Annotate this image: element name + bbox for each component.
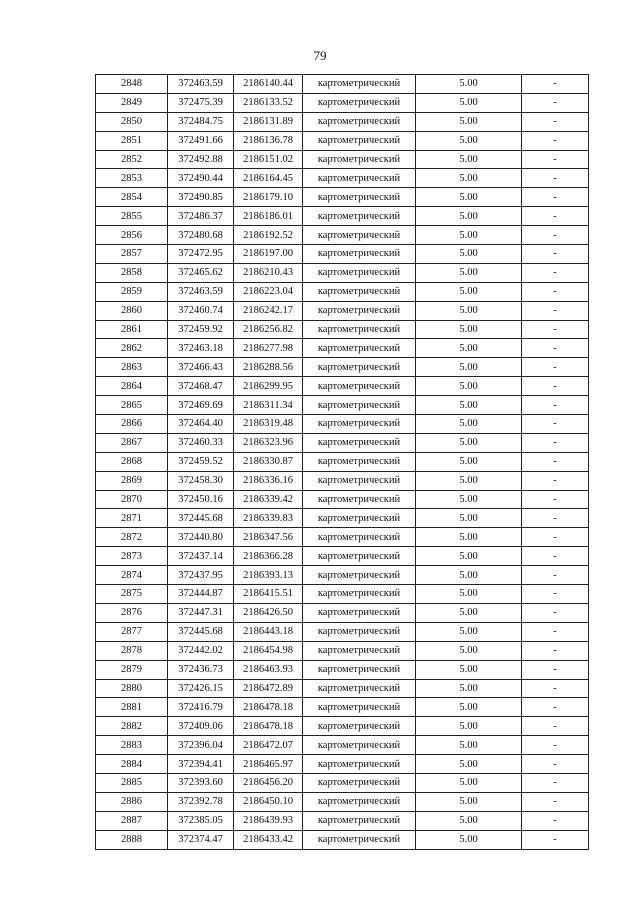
y-coordinate-cell: 2186140.44 [234, 75, 303, 94]
precision-cell: 5.00 [416, 282, 522, 301]
x-coordinate-cell: 372385.05 [168, 811, 234, 830]
y-coordinate-cell: 2186192.52 [234, 226, 303, 245]
precision-cell: 5.00 [416, 717, 522, 736]
y-coordinate-cell: 2186179.10 [234, 188, 303, 207]
y-coordinate-cell: 2186311.34 [234, 396, 303, 415]
x-coordinate-cell: 372450.16 [168, 490, 234, 509]
table-row [96, 830, 589, 849]
method-cell: картометрический [303, 245, 416, 264]
description-cell: - [522, 93, 589, 112]
y-coordinate-cell: 2186339.42 [234, 490, 303, 509]
precision-cell: 5.00 [416, 603, 522, 622]
y-coordinate-cell: 2186131.89 [234, 112, 303, 131]
point-number-cell: 2872 [96, 528, 168, 547]
point-number-cell: 2875 [96, 585, 168, 604]
description-cell: - [522, 830, 589, 849]
point-number-cell: 2880 [96, 679, 168, 698]
method-cell: картометрический [303, 679, 416, 698]
table-row [96, 377, 589, 396]
description-cell: - [522, 585, 589, 604]
point-number-cell: 2883 [96, 736, 168, 755]
point-number-cell: 2854 [96, 188, 168, 207]
description-cell: - [522, 660, 589, 679]
precision-cell: 5.00 [416, 75, 522, 94]
description-cell: - [522, 245, 589, 264]
x-coordinate-cell: 372392.78 [168, 792, 234, 811]
method-cell: картометрический [303, 263, 416, 282]
method-cell: картометрический [303, 585, 416, 604]
description-cell: - [522, 603, 589, 622]
method-cell: картометрический [303, 188, 416, 207]
method-cell: картометрический [303, 622, 416, 641]
description-cell: - [522, 263, 589, 282]
description-cell: - [522, 717, 589, 736]
point-number-cell: 2887 [96, 811, 168, 830]
x-coordinate-cell: 372459.52 [168, 452, 234, 471]
precision-cell: 5.00 [416, 792, 522, 811]
table-row [96, 698, 589, 717]
point-number-cell: 2873 [96, 547, 168, 566]
precision-cell: 5.00 [416, 566, 522, 585]
description-cell: - [522, 377, 589, 396]
description-cell: - [522, 755, 589, 774]
table-row [96, 339, 589, 358]
table-row [96, 320, 589, 339]
y-coordinate-cell: 2186323.96 [234, 433, 303, 452]
table-row [96, 717, 589, 736]
description-cell: - [522, 188, 589, 207]
x-coordinate-cell: 372437.95 [168, 566, 234, 585]
table-row [96, 509, 589, 528]
table-row [96, 415, 589, 434]
y-coordinate-cell: 2186242.17 [234, 301, 303, 320]
x-coordinate-cell: 372463.18 [168, 339, 234, 358]
precision-cell: 5.00 [416, 112, 522, 131]
y-coordinate-cell: 2186339.83 [234, 509, 303, 528]
point-number-cell: 2853 [96, 169, 168, 188]
x-coordinate-cell: 372459.92 [168, 320, 234, 339]
table-row [96, 112, 589, 131]
precision-cell: 5.00 [416, 736, 522, 755]
description-cell: - [522, 282, 589, 301]
precision-cell: 5.00 [416, 433, 522, 452]
point-number-cell: 2866 [96, 415, 168, 434]
precision-cell: 5.00 [416, 585, 522, 604]
description-cell: - [522, 528, 589, 547]
table-row [96, 736, 589, 755]
y-coordinate-cell: 2186472.07 [234, 736, 303, 755]
method-cell: картометрический [303, 698, 416, 717]
method-cell: картометрический [303, 490, 416, 509]
point-number-cell: 2860 [96, 301, 168, 320]
description-cell: - [522, 811, 589, 830]
x-coordinate-cell: 372475.39 [168, 93, 234, 112]
x-coordinate-cell: 372440.80 [168, 528, 234, 547]
x-coordinate-cell: 372480.68 [168, 226, 234, 245]
x-coordinate-cell: 372396.04 [168, 736, 234, 755]
y-coordinate-cell: 2186450.10 [234, 792, 303, 811]
precision-cell: 5.00 [416, 452, 522, 471]
table-row [96, 679, 589, 698]
description-cell: - [522, 301, 589, 320]
precision-cell: 5.00 [416, 773, 522, 792]
x-coordinate-cell: 372445.68 [168, 509, 234, 528]
precision-cell: 5.00 [416, 679, 522, 698]
table-row [96, 169, 589, 188]
precision-cell: 5.00 [416, 660, 522, 679]
table-row [96, 93, 589, 112]
table-row [96, 528, 589, 547]
point-number-cell: 2856 [96, 226, 168, 245]
table-row [96, 641, 589, 660]
precision-cell: 5.00 [416, 301, 522, 320]
description-cell: - [522, 490, 589, 509]
x-coordinate-cell: 372374.47 [168, 830, 234, 849]
description-cell: - [522, 736, 589, 755]
point-number-cell: 2878 [96, 641, 168, 660]
x-coordinate-cell: 372393.60 [168, 773, 234, 792]
table-row [96, 433, 589, 452]
method-cell: картометрический [303, 528, 416, 547]
y-coordinate-cell: 2186186.01 [234, 207, 303, 226]
y-coordinate-cell: 2186478.18 [234, 717, 303, 736]
precision-cell: 5.00 [416, 415, 522, 434]
method-cell: картометрический [303, 641, 416, 660]
method-cell: картометрический [303, 358, 416, 377]
x-coordinate-cell: 372492.88 [168, 150, 234, 169]
x-coordinate-cell: 372394.41 [168, 755, 234, 774]
description-cell: - [522, 679, 589, 698]
y-coordinate-cell: 2186456.20 [234, 773, 303, 792]
method-cell: картометрический [303, 339, 416, 358]
point-number-cell: 2884 [96, 755, 168, 774]
method-cell: картометрический [303, 736, 416, 755]
description-cell: - [522, 433, 589, 452]
table-row [96, 811, 589, 830]
table-row [96, 358, 589, 377]
point-number-cell: 2859 [96, 282, 168, 301]
method-cell: картометрический [303, 471, 416, 490]
description-cell: - [522, 339, 589, 358]
y-coordinate-cell: 2186366.28 [234, 547, 303, 566]
y-coordinate-cell: 2186336.16 [234, 471, 303, 490]
precision-cell: 5.00 [416, 207, 522, 226]
method-cell: картометрический [303, 566, 416, 585]
method-cell: картометрический [303, 226, 416, 245]
method-cell: картометрический [303, 93, 416, 112]
table-row [96, 566, 589, 585]
point-number-cell: 2888 [96, 830, 168, 849]
precision-cell: 5.00 [416, 93, 522, 112]
point-number-cell: 2849 [96, 93, 168, 112]
description-cell: - [522, 320, 589, 339]
method-cell: картометрический [303, 755, 416, 774]
y-coordinate-cell: 2186136.78 [234, 131, 303, 150]
x-coordinate-cell: 372468.47 [168, 377, 234, 396]
method-cell: картометрический [303, 131, 416, 150]
point-number-cell: 2852 [96, 150, 168, 169]
y-coordinate-cell: 2186197.00 [234, 245, 303, 264]
point-number-cell: 2882 [96, 717, 168, 736]
method-cell: картометрический [303, 377, 416, 396]
precision-cell: 5.00 [416, 622, 522, 641]
precision-cell: 5.00 [416, 188, 522, 207]
precision-cell: 5.00 [416, 490, 522, 509]
method-cell: картометрический [303, 660, 416, 679]
method-cell: картометрический [303, 830, 416, 849]
description-cell: - [522, 415, 589, 434]
x-coordinate-cell: 372491.66 [168, 131, 234, 150]
y-coordinate-cell: 2186426.50 [234, 603, 303, 622]
page-number: 79 [313, 48, 327, 63]
table-row [96, 263, 589, 282]
point-number-cell: 2850 [96, 112, 168, 131]
table-row [96, 150, 589, 169]
x-coordinate-cell: 372442.02 [168, 641, 234, 660]
description-cell: - [522, 792, 589, 811]
table-row [96, 792, 589, 811]
precision-cell: 5.00 [416, 547, 522, 566]
x-coordinate-cell: 372437.14 [168, 547, 234, 566]
point-number-cell: 2863 [96, 358, 168, 377]
method-cell: картометрический [303, 282, 416, 301]
method-cell: картометрический [303, 207, 416, 226]
table-row [96, 301, 589, 320]
y-coordinate-cell: 2186330.87 [234, 452, 303, 471]
description-cell: - [522, 226, 589, 245]
x-coordinate-cell: 372444.87 [168, 585, 234, 604]
x-coordinate-cell: 372490.44 [168, 169, 234, 188]
coordinates-table [95, 74, 589, 850]
method-cell: картометрический [303, 547, 416, 566]
precision-cell: 5.00 [416, 528, 522, 547]
precision-cell: 5.00 [416, 339, 522, 358]
method-cell: картометрический [303, 301, 416, 320]
point-number-cell: 2870 [96, 490, 168, 509]
precision-cell: 5.00 [416, 811, 522, 830]
x-coordinate-cell: 372484.75 [168, 112, 234, 131]
x-coordinate-cell: 372416.79 [168, 698, 234, 717]
x-coordinate-cell: 372463.59 [168, 75, 234, 94]
x-coordinate-cell: 372464.40 [168, 415, 234, 434]
y-coordinate-cell: 2186277.98 [234, 339, 303, 358]
y-coordinate-cell: 2186299.95 [234, 377, 303, 396]
table-row [96, 490, 589, 509]
x-coordinate-cell: 372436.73 [168, 660, 234, 679]
precision-cell: 5.00 [416, 509, 522, 528]
description-cell: - [522, 566, 589, 585]
coordinates-table-body [96, 75, 589, 850]
method-cell: картометрический [303, 320, 416, 339]
method-cell: картометрический [303, 150, 416, 169]
precision-cell: 5.00 [416, 131, 522, 150]
x-coordinate-cell: 372409.06 [168, 717, 234, 736]
point-number-cell: 2851 [96, 131, 168, 150]
point-number-cell: 2867 [96, 433, 168, 452]
y-coordinate-cell: 2186465.97 [234, 755, 303, 774]
x-coordinate-cell: 372486.37 [168, 207, 234, 226]
x-coordinate-cell: 372472.95 [168, 245, 234, 264]
description-cell: - [522, 169, 589, 188]
point-number-cell: 2877 [96, 622, 168, 641]
x-coordinate-cell: 372458.30 [168, 471, 234, 490]
y-coordinate-cell: 2186463.93 [234, 660, 303, 679]
method-cell: картометрический [303, 415, 416, 434]
y-coordinate-cell: 2186256.82 [234, 320, 303, 339]
point-number-cell: 2886 [96, 792, 168, 811]
x-coordinate-cell: 372466.43 [168, 358, 234, 377]
method-cell: картометрический [303, 509, 416, 528]
table-row [96, 471, 589, 490]
precision-cell: 5.00 [416, 698, 522, 717]
precision-cell: 5.00 [416, 226, 522, 245]
precision-cell: 5.00 [416, 755, 522, 774]
description-cell: - [522, 547, 589, 566]
table-row [96, 547, 589, 566]
x-coordinate-cell: 372490.85 [168, 188, 234, 207]
y-coordinate-cell: 2186133.52 [234, 93, 303, 112]
point-number-cell: 2848 [96, 75, 168, 94]
description-cell: - [522, 622, 589, 641]
y-coordinate-cell: 2186443.18 [234, 622, 303, 641]
point-number-cell: 2874 [96, 566, 168, 585]
method-cell: картометрический [303, 811, 416, 830]
table-row [96, 188, 589, 207]
x-coordinate-cell: 372447.31 [168, 603, 234, 622]
y-coordinate-cell: 2186164.45 [234, 169, 303, 188]
table-row [96, 622, 589, 641]
description-cell: - [522, 358, 589, 377]
x-coordinate-cell: 372460.74 [168, 301, 234, 320]
method-cell: картометрический [303, 773, 416, 792]
description-cell: - [522, 150, 589, 169]
precision-cell: 5.00 [416, 358, 522, 377]
y-coordinate-cell: 2186347.56 [234, 528, 303, 547]
precision-cell: 5.00 [416, 169, 522, 188]
y-coordinate-cell: 2186151.02 [234, 150, 303, 169]
x-coordinate-cell: 372463.59 [168, 282, 234, 301]
precision-cell: 5.00 [416, 830, 522, 849]
point-number-cell: 2885 [96, 773, 168, 792]
method-cell: картометрический [303, 792, 416, 811]
table-row [96, 245, 589, 264]
description-cell: - [522, 509, 589, 528]
method-cell: картометрический [303, 433, 416, 452]
table-row [96, 452, 589, 471]
precision-cell: 5.00 [416, 150, 522, 169]
y-coordinate-cell: 2186319.48 [234, 415, 303, 434]
point-number-cell: 2868 [96, 452, 168, 471]
description-cell: - [522, 452, 589, 471]
table-row [96, 131, 589, 150]
table-row [96, 773, 589, 792]
y-coordinate-cell: 2186223.04 [234, 282, 303, 301]
table-row [96, 226, 589, 245]
method-cell: картометрический [303, 452, 416, 471]
y-coordinate-cell: 2186393.13 [234, 566, 303, 585]
description-cell: - [522, 131, 589, 150]
description-cell: - [522, 471, 589, 490]
method-cell: картометрический [303, 112, 416, 131]
y-coordinate-cell: 2186433.42 [234, 830, 303, 849]
point-number-cell: 2862 [96, 339, 168, 358]
table-row [96, 396, 589, 415]
precision-cell: 5.00 [416, 245, 522, 264]
precision-cell: 5.00 [416, 641, 522, 660]
point-number-cell: 2857 [96, 245, 168, 264]
table-row [96, 755, 589, 774]
x-coordinate-cell: 372460.33 [168, 433, 234, 452]
precision-cell: 5.00 [416, 377, 522, 396]
y-coordinate-cell: 2186478.18 [234, 698, 303, 717]
description-cell: - [522, 641, 589, 660]
y-coordinate-cell: 2186288.56 [234, 358, 303, 377]
description-cell: - [522, 112, 589, 131]
y-coordinate-cell: 2186210.43 [234, 263, 303, 282]
method-cell: картометрический [303, 169, 416, 188]
description-cell: - [522, 396, 589, 415]
point-number-cell: 2865 [96, 396, 168, 415]
point-number-cell: 2861 [96, 320, 168, 339]
point-number-cell: 2871 [96, 509, 168, 528]
x-coordinate-cell: 372465.62 [168, 263, 234, 282]
y-coordinate-cell: 2186415.51 [234, 585, 303, 604]
method-cell: картометрический [303, 396, 416, 415]
method-cell: картометрический [303, 75, 416, 94]
precision-cell: 5.00 [416, 396, 522, 415]
method-cell: картометрический [303, 717, 416, 736]
y-coordinate-cell: 2186472.89 [234, 679, 303, 698]
point-number-cell: 2879 [96, 660, 168, 679]
method-cell: картометрический [303, 603, 416, 622]
table-row [96, 585, 589, 604]
point-number-cell: 2869 [96, 471, 168, 490]
description-cell: - [522, 207, 589, 226]
description-cell: - [522, 75, 589, 94]
x-coordinate-cell: 372469.69 [168, 396, 234, 415]
table-row [96, 207, 589, 226]
y-coordinate-cell: 2186439.93 [234, 811, 303, 830]
x-coordinate-cell: 372445.68 [168, 622, 234, 641]
point-number-cell: 2881 [96, 698, 168, 717]
point-number-cell: 2858 [96, 263, 168, 282]
x-coordinate-cell: 372426.15 [168, 679, 234, 698]
table-row [96, 603, 589, 622]
point-number-cell: 2876 [96, 603, 168, 622]
table-row [96, 75, 589, 94]
y-coordinate-cell: 2186454.98 [234, 641, 303, 660]
description-cell: - [522, 698, 589, 717]
precision-cell: 5.00 [416, 471, 522, 490]
point-number-cell: 2864 [96, 377, 168, 396]
table-row [96, 282, 589, 301]
point-number-cell: 2855 [96, 207, 168, 226]
precision-cell: 5.00 [416, 263, 522, 282]
table-row [96, 660, 589, 679]
description-cell: - [522, 773, 589, 792]
precision-cell: 5.00 [416, 320, 522, 339]
